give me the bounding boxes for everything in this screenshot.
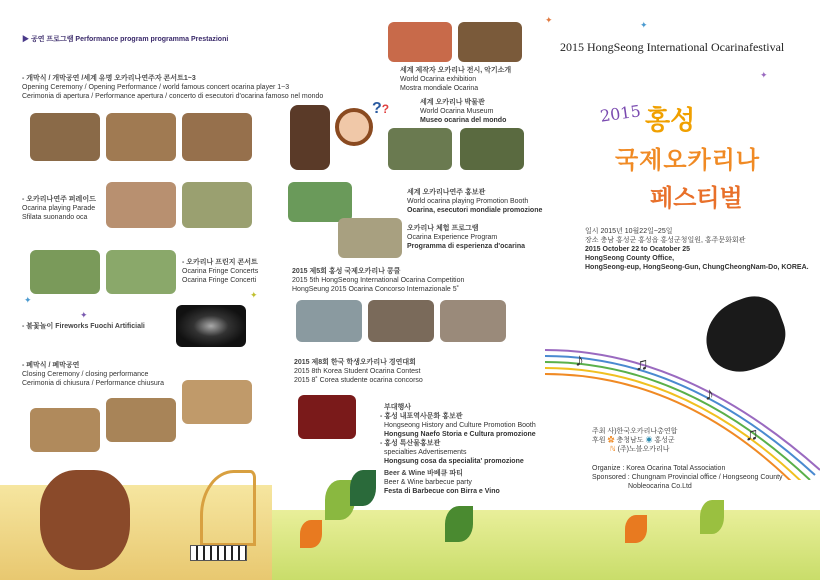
side-event-1-en: Hongseong History and Culture Promotion Booth: [384, 422, 536, 429]
sparkle-icon: ✦: [24, 295, 32, 305]
triangle-right-icon: ▶: [22, 36, 31, 43]
info-venue-kr: 장소 충남 홍성군 홍성읍 홍성군청일원, 홍주문화회관: [585, 237, 746, 244]
photo-museum-1: [388, 128, 452, 170]
museum-kr: 세계 오카리나 박물관: [420, 99, 485, 106]
plant-illustration: [625, 515, 647, 543]
photo-fringe-1: [30, 250, 100, 294]
svg-text:♫: ♫: [745, 424, 759, 444]
logo-line3: 페스티벌: [650, 185, 743, 212]
info-date-kr: 일시 2015년 10월22일~25일: [585, 228, 673, 235]
side-event-1-it: Hongsung Naefo Storia e Cultura promozione: [384, 431, 536, 438]
tree-illustration: [290, 105, 330, 170]
photo-closing-1: [182, 380, 252, 424]
harp-illustration: [200, 470, 256, 546]
photo-opening-1: [30, 113, 100, 161]
photo-student: [298, 395, 356, 439]
booth-text: [407, 188, 542, 215]
booth-kr: 세계 오카리나연주 홍보관: [407, 189, 486, 196]
competition-kr: 2015 제5회 홍성 국제오카리나 콩쿨: [292, 268, 401, 275]
organize-text: Organize : Korea Ocarina Total Association: [592, 465, 726, 472]
competition-text: [292, 267, 464, 294]
photo-exhibition-1: [388, 22, 452, 62]
photo-competition-2: [368, 300, 434, 342]
exhibition-en: World Ocarina exhibition: [400, 76, 477, 83]
sparkle-icon: ✦: [545, 15, 553, 25]
competition-it: HongSeung 2015 Ocarina Concorso Internazionale 5˚: [292, 286, 459, 293]
booth-it: Ocarina, esecutori mondiale promozione: [407, 207, 543, 214]
svg-text:♫: ♫: [635, 354, 649, 374]
svg-text:♪: ♪: [575, 350, 584, 370]
opening-kr: - 개막식 / 개막공연 /세계 유명 오카리나연주자 콘서트1~3: [22, 75, 196, 82]
student-it: 2015 8˚ Corea studente ocarina concorso: [294, 377, 423, 384]
competition-en: 2015 5th HongSeong International Ocarina Competition: [292, 277, 465, 284]
svg-text:♪: ♪: [705, 384, 714, 404]
closing-text: [22, 361, 164, 388]
event-info: [585, 227, 809, 272]
parade-text: [22, 195, 96, 222]
sponsored-text-2: Nobleocarina Co.Ltd: [628, 483, 692, 490]
hongseong-logo-icon: ◉: [645, 437, 653, 444]
side-event-3-it: Festa di Barbecue con Birra e Vino: [384, 488, 500, 495]
side-events-title: 부대행사: [384, 404, 412, 411]
exhibition-text: [400, 66, 511, 93]
side-event-2-kr: - 홍성 특산물홍보관: [380, 440, 441, 447]
photo-closing-3: [106, 398, 176, 442]
info-address-en: HongSeong-eup, HongSeong-Gun, ChungCheongNam-Do, KOREA.: [585, 264, 809, 271]
girl-with-cello-illustration: [40, 470, 130, 570]
experience-text: [407, 224, 525, 251]
ground-middle: [272, 510, 820, 580]
experience-it: Programma di esperienza d'ocarina: [407, 243, 525, 250]
photo-exhibition-2: [458, 22, 522, 62]
fireworks-text: - 불꽃놀이 Fireworks Fuochi Artificiali: [22, 323, 145, 330]
sponsor-1: 충청남도: [616, 437, 644, 444]
side-events: [380, 403, 536, 496]
info-date-en: 2015 October 22 to Ocatober 25: [585, 246, 691, 253]
closing-en: Closing Ceremony / closing performance: [22, 371, 149, 378]
sponsor-2: 홍성군: [654, 437, 675, 444]
plant-illustration: [700, 500, 724, 534]
parade-kr: - 오카리나연주 퍼레이드: [22, 196, 96, 203]
organizers-en: [592, 464, 783, 491]
student-en: 2015 8th Korea Student Ocarina Contest: [294, 368, 421, 375]
closing-it: Cerimonia di chiusura / Performance chiusura: [22, 380, 165, 387]
experience-kr: 오카리나 체험 프로그램: [407, 225, 479, 232]
fringe-it: Ocarina Fringe Concerti: [182, 277, 257, 284]
plant-illustration: [445, 506, 473, 542]
exhibition-it: Mostra mondiale Ocarina: [400, 85, 479, 92]
side-event-3-kr: Beer & Wine 바베큐 파티: [384, 470, 463, 477]
photo-parade-1: [106, 182, 176, 228]
sparkle-icon: ✦: [80, 310, 88, 320]
student-kr: 2015 제8회 한국 학생오카리나 경연대회: [294, 359, 416, 366]
section-heading: [22, 35, 228, 44]
heading-text: 공연 프로그램 Performance program programma Prestazioni: [30, 36, 229, 43]
photo-competition-3: [440, 300, 506, 342]
photo-closing-2: [30, 408, 100, 452]
photo-museum-2: [460, 128, 524, 170]
sponsored-text: Sponsored : Chungnam Provincial office / Hongseong County: [592, 474, 783, 481]
festival-title: 2015 HongSeong International Ocarinafestival: [560, 40, 785, 54]
exhibition-kr: 세계 제작자 오카리나 전시, 악기소개: [400, 67, 512, 74]
museum-text: [420, 98, 506, 125]
logo-year: 2015: [598, 101, 642, 126]
info-venue-en: HongSeong County Office,: [585, 255, 675, 262]
museum-en: World Ocarina Museum: [420, 108, 494, 115]
logo-line1: 홍성: [645, 105, 696, 135]
chungnam-logo-icon: ✿: [607, 437, 615, 444]
photo-fireworks: [176, 305, 246, 347]
fringe-text: [182, 258, 258, 285]
side-event-1-kr: - 홍성 내포역사문화 홍보관: [380, 413, 463, 420]
opening-it: Cerimonia di apertura / Performance apertura / concerto di esecutori d'ocarina famoso nel mondo: [22, 93, 324, 100]
photo-competition-1: [296, 300, 362, 342]
photo-parade-2: [182, 182, 252, 228]
museum-it: Museo ocarina del mondo: [420, 117, 507, 124]
piano-keys-illustration: [190, 545, 247, 561]
photo-booth: [288, 182, 352, 222]
parade-en: Ocarina playing Parade: [22, 205, 96, 212]
closing-kr: - 폐막식 / 폐막공연: [22, 362, 80, 369]
opening-en: Opening Ceremony / Opening Performance / world famous concert ocarina player 1~3: [22, 84, 290, 91]
logo-line2: 국제오카리나: [615, 147, 761, 174]
photo-experience: [338, 218, 402, 258]
host-text: 주최 사)한국오카리나총연합: [592, 428, 678, 435]
side-event-2-en: specialties Advertisements: [384, 449, 467, 456]
sponsor-label: 후원: [592, 437, 606, 444]
sparkle-icon: ✦: [760, 70, 768, 80]
student-text: [294, 358, 423, 385]
experience-en: Ocarina Experience Program: [407, 234, 498, 241]
sparkle-icon: ✦: [640, 20, 648, 30]
noble-logo-icon: ℕ: [610, 446, 616, 453]
plant-illustration: [300, 520, 322, 548]
side-event-2-it: Hongsung cosa da specialita' promozione: [384, 458, 524, 465]
question-marks-icon: ??: [372, 100, 390, 117]
photo-opening-2: [106, 113, 176, 161]
photo-fringe-2: [106, 250, 176, 294]
plant-illustration: [350, 470, 376, 506]
host-sponsor: [592, 427, 677, 454]
side-event-3-en: Beer & Wine barbecue party: [384, 479, 472, 486]
girl-with-magnifier-illustration: [335, 108, 373, 146]
opening-text: [22, 74, 323, 101]
photo-opening-3: [182, 113, 252, 161]
booth-en: World ocarina playing Promotion Booth: [407, 198, 529, 205]
parade-it: Sfilata suonando oca: [22, 214, 88, 221]
sponsor-3: (주)노블오카리나: [617, 446, 670, 453]
sparkle-icon: ✦: [250, 290, 258, 300]
fringe-kr: - 오카리나 프린지 콘서트: [182, 259, 258, 266]
fringe-en: Ocarina Fringe Concerts: [182, 268, 259, 275]
